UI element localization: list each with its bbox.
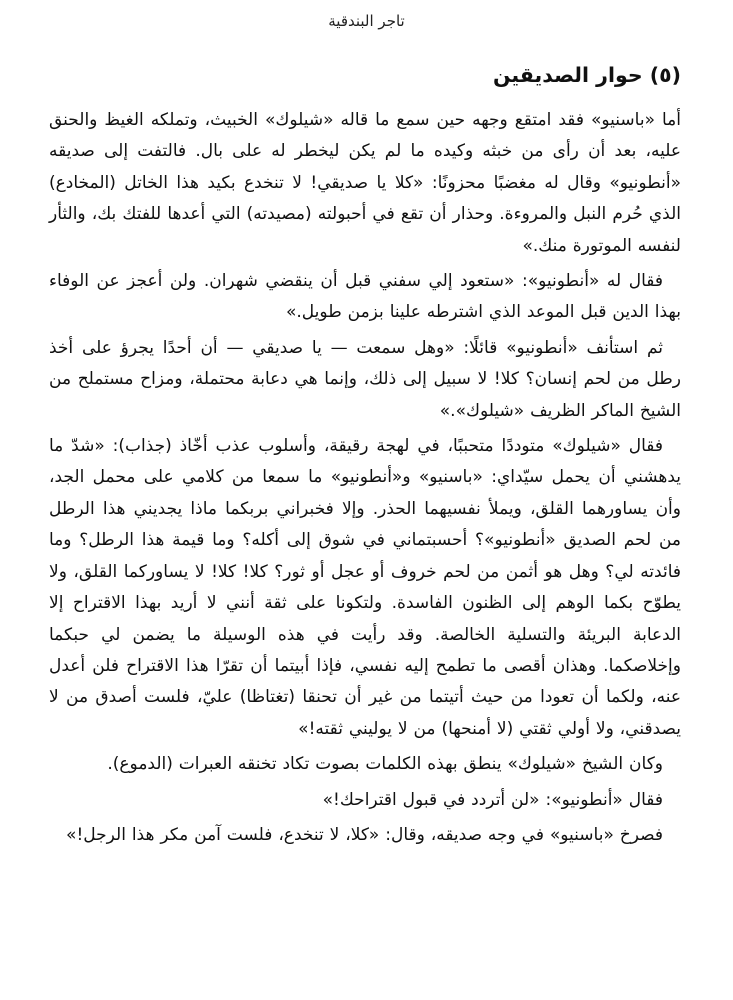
body-text bbox=[49, 105, 681, 855]
paragraph: فصرخ «باسنيو» في وجه صديقه، وقال: «كلا، لا تنخدع، فلست آمن مكر هذا الرجل!» bbox=[66, 824, 663, 845]
paragraph: فقال له «أنطونيو»: «ستعود إلي سفني قبل أن ينقضي شهران. ولن أعجز عن الوفاء بهذا الدين قبل الموعد الذي اشترطه علينا بزمن طويل.» bbox=[49, 271, 681, 323]
running-header: تاجر البندقية bbox=[328, 12, 405, 30]
paragraph: ثم استأنف «أنطونيو» قائلًا: «وهل سمعت — يا صديقي — أن أحدًا يجرؤ على أخذ رطل من لحم إنسان؟ كلا! لا سبيل إلى ذلك، وإنما هي دعابة محتملة، ومزاح مستملح من الشيخ الماكر الظريف «شيلوك».» bbox=[49, 337, 681, 421]
paragraph: أما «باسنيو» فقد امتقع وجهه حين سمع ما قاله «شيلوك» الخبيث، وتملكه الغيظ والحنق عليه، بعد أن رأى من خبثه وكيده ما لم يكن ليخطر له على بال. فالتفت إلى صديقه «أنطونيو» وقال له مغضبًا محزونًا: «كلا يا صديقي! لا تنخدع بكيد هذا الخاتل (المخادع) الذي حُرم النبل والمروءة. وحذار أن تقع في أحبولته (مصيدته) التي أعدها للفتك بك، والثأر لنفسه الموتورة منك.» bbox=[49, 110, 681, 256]
paragraph: فقال «شيلوك» متوددًا متحببًا، في لهجة رقيقة، وأسلوب عذب أخّاذ (جذاب): «شدّ ما يدهشني أن يحمل سيّداي: «باسنيو» و«أنطونيو» ما سمعا من كلامي على محمل الجد، وأن يساورهما القلق، ويملأ نفسيهما الحذر. وإلا فخبراني بربكما ماذا يجديني هذا الرطل من لحم الصديق «أنطونيو»؟ أحسبتماني في شوق إلى أكله؟ وما قيمة هذا الرطل؟ وما فائدته لي؟ وهل هو أثمن من لحم خروف أو عجل أو ثور؟ كلا! كلا! لا يساوركما القلق، ولا يطوّح بكما الوهم إلى الظنون الفاسدة. ولتكونا على ثقة أنني لا أريد بهذا الاقتراح إلا الدعابة البريئة والتسلية الخالصة. وقد رأيت في هذه الوسيلة ما يضمن لي حبكما وإخلاصكما. وهذان أقصى ما تطمح إليه نفسي، فإذا أبيتما أن تقرّا هذا الاقتراح فلن أعدل عنه، ولكما أن تعودا من حيث أتيتما من غير أن تحنقا (تغتاظا) عليّ، فلست أصدق من لا يصدقني، ولا أولي ثقتي (لا أمنحها) من لا يوليني ثقته!» bbox=[49, 436, 681, 739]
paragraph: وكان الشيخ «شيلوك» ينطق بهذه الكلمات بصوت تكاد تخنقه العبرات (الدموع). bbox=[107, 754, 663, 775]
paragraph: فقال «أنطونيو»: «لن أتردد في قبول اقتراحك!» bbox=[322, 789, 663, 810]
chapter-heading: (٥) حوار الصديقين bbox=[492, 63, 681, 87]
